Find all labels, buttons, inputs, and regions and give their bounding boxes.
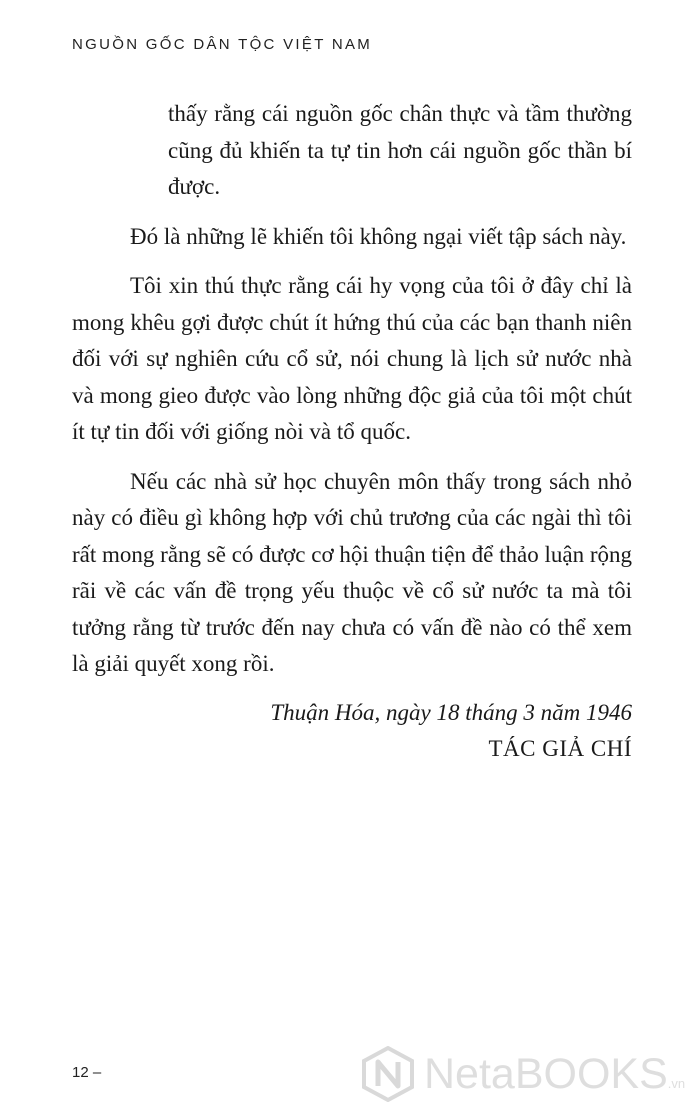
running-head: NGUỒN GỐC DÂN TỘC VIỆT NAM (72, 36, 373, 53)
paragraph: Đó là những lẽ khiến tôi không ngại viết tập sách này. (130, 223, 627, 249)
block-quote: thấy rằng cái nguồn gốc chân thực và tầm thường cũng đủ khiến ta tự tin hơn cái nguồn gốc thần bí được. (168, 101, 632, 199)
signature (72, 695, 632, 768)
watermark (360, 1046, 685, 1102)
page-body (72, 96, 632, 768)
page-number: 12 – (72, 1064, 102, 1081)
paragraph: Tôi xin thú thực rằng cái hy vọng của tôi ở đây chỉ là mong khêu gợi được chút ít hứng thú của các bạn thanh niên đối với sự nghiên cứu cổ sử, nói chung là lịch sử nước nhà và mong gieo được vào lòng những độc giả của tôi một chút ít tự tin đối với giống nòi và tổ quốc. (72, 273, 632, 444)
signature-author: TÁC GIẢ CHÍ (488, 736, 632, 761)
signature-place-date: Thuận Hóa, ngày 18 tháng 3 năm 1946 (270, 699, 632, 725)
watermark-suffix: .vn (667, 1075, 686, 1091)
netabooks-logo-icon (360, 1046, 416, 1102)
watermark-brand: NetaBOOKS.vn (424, 1049, 686, 1098)
paragraph: Nếu các nhà sử học chuyên môn thấy trong sách nhỏ này có điều gì không hợp với chủ trương của các ngài thì tôi rất mong rằng sẽ có được cơ hội thuận tiện để thảo luận rộng rãi về các vấn đề trọng yếu thuộc về cổ sử nước ta mà tôi tưởng rằng từ trước đến nay chưa có vấn đề nào có thể xem là giải quyết xong rồi. (72, 468, 632, 676)
